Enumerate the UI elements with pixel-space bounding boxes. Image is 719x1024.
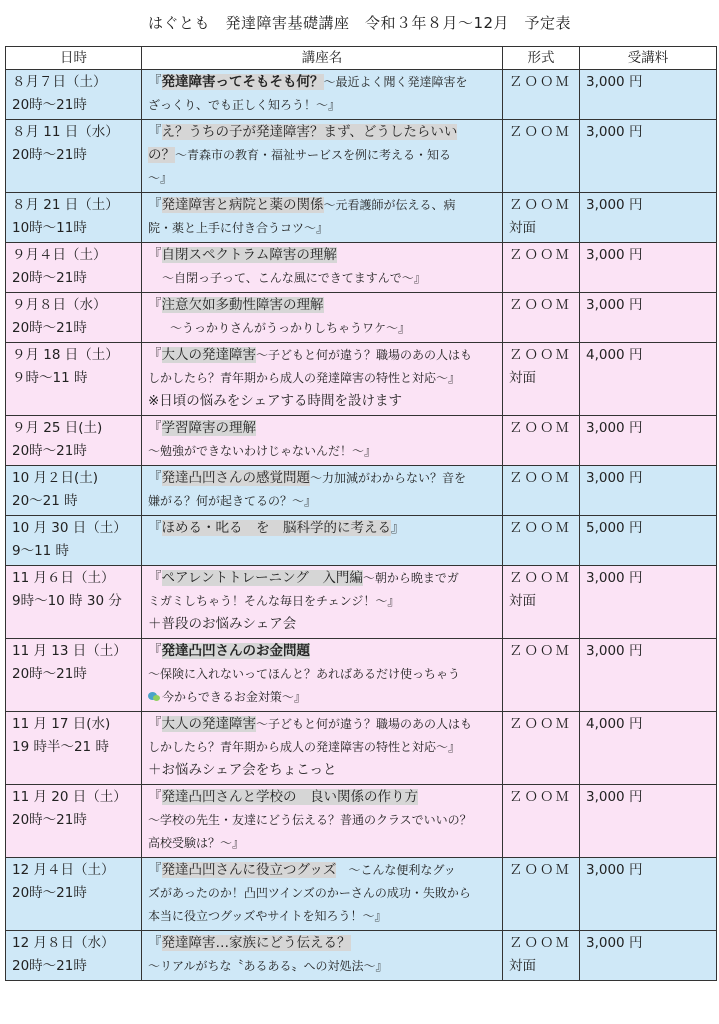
format-value: ＺＯＯＭ bbox=[509, 247, 571, 263]
course-title: 発達障害ってそもそも何？ bbox=[161, 74, 324, 90]
format-value: 対面 bbox=[509, 958, 536, 974]
fee-cell: 3,000 円 bbox=[580, 785, 717, 858]
course-title: 発達障害と病院と薬の関係 bbox=[161, 197, 324, 213]
format-cell bbox=[503, 931, 580, 981]
format-cell bbox=[503, 516, 580, 566]
course-cell bbox=[142, 566, 503, 639]
format-cell bbox=[503, 120, 580, 193]
course-text: 〜こんな便利なグッ bbox=[336, 863, 456, 877]
table-row bbox=[6, 343, 717, 416]
format-value: ＺＯＯＭ bbox=[509, 347, 571, 363]
course-cell bbox=[142, 931, 503, 981]
course-text: 〜学校の先生・友達にどう伝える？普通のクラスでいいの？ bbox=[148, 813, 472, 827]
format-value: 対面 bbox=[509, 220, 536, 236]
course-text: 『 bbox=[148, 716, 162, 732]
course-text: 嫌がる？何が起きてるの？〜』 bbox=[148, 494, 317, 508]
course-title: 発達凸凹さんと学校の 良い関係の作り方 bbox=[161, 789, 418, 805]
format-value: ＺＯＯＭ bbox=[509, 124, 571, 140]
course-text: しかしたら？青年期から成人の発達障害の特性と対応〜』 bbox=[148, 740, 461, 754]
course-text: 『 bbox=[148, 789, 162, 805]
date-cell bbox=[6, 293, 142, 343]
date-cell bbox=[6, 343, 142, 416]
course-text: ざっくり、でも正しく知ろう！〜』 bbox=[148, 98, 341, 112]
date-day: 12 月８日（水） bbox=[12, 935, 115, 951]
date-cell bbox=[6, 416, 142, 466]
course-text: 〜勉強ができないわけじゃないんだ！〜』 bbox=[148, 444, 377, 458]
course-title: 発達凸凹さんの感覚問題 bbox=[161, 470, 310, 486]
table-row bbox=[6, 70, 717, 120]
fee-cell: 4,000 円 bbox=[580, 712, 717, 785]
course-text: 『 bbox=[148, 197, 162, 213]
date-time: 10時〜11時 bbox=[12, 220, 87, 236]
course-text: 〜力加減がわからない？音を bbox=[310, 471, 467, 485]
format-value: ＺＯＯＭ bbox=[509, 420, 571, 436]
format-cell bbox=[503, 566, 580, 639]
date-cell bbox=[6, 639, 142, 712]
table-row bbox=[6, 858, 717, 931]
date-time: 9時〜10 時 30 分 bbox=[12, 593, 122, 609]
page-title: はぐとも 発達障害基礎講座 令和３年８月〜12月 予定表 bbox=[147, 14, 572, 32]
course-cell bbox=[142, 70, 503, 120]
format-cell bbox=[503, 343, 580, 416]
table-row bbox=[6, 466, 717, 516]
date-cell bbox=[6, 243, 142, 293]
course-text: 『 bbox=[148, 124, 162, 140]
format-cell bbox=[503, 858, 580, 931]
course-text: 院・薬と上手に付き合うコツ〜』 bbox=[148, 221, 329, 235]
course-text: 『 bbox=[148, 470, 162, 486]
header-course: 講座名 bbox=[142, 47, 503, 70]
course-text: 〜子どもと何が違う？職場のあの人はも bbox=[256, 348, 473, 362]
course-cell bbox=[142, 243, 503, 293]
fee-cell: 3,000 円 bbox=[580, 293, 717, 343]
course-title: 注意欠如多動性障害の理解 bbox=[161, 297, 324, 313]
table-row bbox=[6, 785, 717, 858]
format-value: 対面 bbox=[509, 593, 536, 609]
date-day: 12 月４日（土） bbox=[12, 862, 115, 878]
course-text: 『 bbox=[148, 297, 162, 313]
table-row bbox=[6, 416, 717, 466]
course-text: 〜最近よく聞く発達障害を bbox=[323, 75, 468, 89]
format-value: ＺＯＯＭ bbox=[509, 935, 571, 951]
date-day: 10 月２日(土) bbox=[12, 470, 99, 486]
course-text: 〜うっかりさんがうっかりしちゃうワケ〜』 bbox=[170, 321, 411, 335]
course-text: しかしたら？青年期から成人の発達障害の特性と対応〜』 bbox=[148, 371, 461, 385]
date-cell bbox=[6, 516, 142, 566]
format-value: ＺＯＯＭ bbox=[509, 520, 571, 536]
table-row bbox=[6, 193, 717, 243]
table-row bbox=[6, 566, 717, 639]
date-time: 19 時半〜21 時 bbox=[12, 739, 109, 755]
format-value: ＺＯＯＭ bbox=[509, 862, 571, 878]
date-day: ９月 18 日（土） bbox=[12, 347, 119, 363]
fee-cell: 3,000 円 bbox=[580, 120, 717, 193]
fee-cell: 5,000 円 bbox=[580, 516, 717, 566]
date-day: ８月 11 日（水） bbox=[12, 124, 119, 140]
table-row bbox=[6, 120, 717, 193]
course-title: 大人の発達障害 bbox=[161, 347, 256, 363]
course-text: 今からできるお金対策〜』 bbox=[162, 690, 306, 704]
course-title: 大人の発達障害 bbox=[161, 716, 256, 732]
format-value: ＺＯＯＭ bbox=[509, 716, 571, 732]
format-value: ＺＯＯＭ bbox=[509, 74, 571, 90]
date-day: 11 月 20 日（土） bbox=[12, 789, 127, 805]
course-text: 〜子どもと何が違う？職場のあの人はも bbox=[256, 717, 473, 731]
course-title: 発達凸凹さんに役立つグッズ bbox=[161, 862, 337, 878]
date-cell bbox=[6, 120, 142, 193]
format-value: ＺＯＯＭ bbox=[509, 570, 571, 586]
date-time: 20時〜21時 bbox=[12, 97, 87, 113]
fee-cell: 3,000 円 bbox=[580, 931, 717, 981]
schedule-body bbox=[6, 70, 717, 981]
course-text: 〜保険に入れないってほんと？あればあるだけ使っちゃう bbox=[148, 667, 461, 681]
course-text: 本当に役立つグッズやサイトを知ろう！〜』 bbox=[148, 909, 387, 923]
course-cell bbox=[142, 516, 503, 566]
header-date: 日時 bbox=[6, 47, 142, 70]
course-text: ＋お悩みシェア会をちょこっと bbox=[148, 762, 337, 778]
fee-cell: 3,000 円 bbox=[580, 70, 717, 120]
coins-icon bbox=[148, 692, 160, 702]
header-format: 形式 bbox=[503, 47, 580, 70]
course-title: 学習障害の理解 bbox=[161, 420, 256, 436]
course-text: 〜リアルがちな〝あるある〟への対処法〜』 bbox=[148, 959, 388, 973]
date-cell bbox=[6, 858, 142, 931]
date-cell bbox=[6, 931, 142, 981]
course-text: ミガミしちゃう！そんな毎日をチェンジ！〜』 bbox=[148, 594, 400, 608]
fee-cell: 3,000 円 bbox=[580, 858, 717, 931]
course-text: ＋普段のお悩みシェア会 bbox=[148, 616, 297, 632]
course-cell bbox=[142, 466, 503, 516]
date-cell bbox=[6, 70, 142, 120]
date-day: 11 月 13 日（土） bbox=[12, 643, 127, 659]
date-cell bbox=[6, 466, 142, 516]
course-text: 〜青森市の教育・福祉サービスを例に考える・知る bbox=[175, 148, 452, 162]
course-cell bbox=[142, 416, 503, 466]
course-cell bbox=[142, 858, 503, 931]
format-value: ＺＯＯＭ bbox=[509, 297, 571, 313]
course-text: ※日頃の悩みをシェアする時間を設けます bbox=[148, 393, 403, 409]
date-time: 20時〜21時 bbox=[12, 812, 87, 828]
course-cell bbox=[142, 639, 503, 712]
date-day: ９月８日（水） bbox=[12, 297, 107, 313]
date-cell bbox=[6, 712, 142, 785]
date-day: 11 月 17 日(水) bbox=[12, 716, 111, 732]
course-text: 『 bbox=[148, 935, 162, 951]
format-value: 対面 bbox=[509, 370, 536, 386]
format-cell bbox=[503, 293, 580, 343]
course-text: 高校受験は？〜』 bbox=[148, 836, 245, 850]
course-text: 『 bbox=[148, 420, 162, 436]
format-cell bbox=[503, 466, 580, 516]
format-value: ＺＯＯＭ bbox=[509, 789, 571, 805]
table-row bbox=[6, 712, 717, 785]
course-text: 『 bbox=[148, 643, 162, 659]
fee-cell: 3,000 円 bbox=[580, 466, 717, 516]
fee-cell: 3,000 円 bbox=[580, 193, 717, 243]
date-day: 11 月６日（土） bbox=[12, 570, 115, 586]
format-value: ＺＯＯＭ bbox=[509, 470, 571, 486]
format-cell bbox=[503, 193, 580, 243]
course-cell bbox=[142, 343, 503, 416]
date-time: 9〜11 時 bbox=[12, 543, 70, 559]
date-day: ８月７日（土） bbox=[12, 74, 107, 90]
table-row bbox=[6, 931, 717, 981]
format-cell bbox=[503, 785, 580, 858]
format-cell bbox=[503, 243, 580, 293]
course-text: 『 bbox=[148, 520, 162, 536]
format-cell bbox=[503, 70, 580, 120]
course-title: 自閉スペクトラム障害の理解 bbox=[161, 247, 337, 263]
course-title: ほめる・叱る を 脳科学的に考える bbox=[161, 520, 391, 536]
date-time: 20時〜21時 bbox=[12, 320, 87, 336]
fee-cell: 3,000 円 bbox=[580, 639, 717, 712]
date-time: ９時〜11 時 bbox=[12, 370, 88, 386]
table-row bbox=[6, 243, 717, 293]
course-text: 『 bbox=[148, 347, 162, 363]
format-cell bbox=[503, 712, 580, 785]
course-cell bbox=[142, 712, 503, 785]
format-cell bbox=[503, 639, 580, 712]
date-time: 20時〜21時 bbox=[12, 666, 87, 682]
course-title: 発達凸凹さんのお金問題 bbox=[161, 643, 310, 659]
course-text: 『 bbox=[148, 247, 162, 263]
course-text: 〜元看護師が伝える、病 bbox=[323, 198, 456, 212]
format-cell bbox=[503, 416, 580, 466]
schedule-table bbox=[5, 46, 717, 981]
date-time: 20時〜21時 bbox=[12, 147, 87, 163]
fee-cell: 3,000 円 bbox=[580, 566, 717, 639]
fee-cell: 4,000 円 bbox=[580, 343, 717, 416]
course-text: 『 bbox=[148, 74, 162, 90]
course-title: 発達障害…家族にどう伝える？ bbox=[161, 935, 351, 951]
course-cell bbox=[142, 785, 503, 858]
date-day: ９月４日（土） bbox=[12, 247, 107, 263]
table-row bbox=[6, 516, 717, 566]
fee-cell: 3,000 円 bbox=[580, 243, 717, 293]
course-text: 〜朝から晩までガ bbox=[362, 571, 459, 585]
date-day: ９月 25 日(土) bbox=[12, 420, 103, 436]
date-cell bbox=[6, 193, 142, 243]
course-cell bbox=[142, 293, 503, 343]
table-row bbox=[6, 293, 717, 343]
table-row bbox=[6, 639, 717, 712]
date-cell bbox=[6, 566, 142, 639]
date-time: 20時〜21時 bbox=[12, 270, 87, 286]
date-cell bbox=[6, 785, 142, 858]
course-text: 』 bbox=[391, 520, 405, 536]
date-time: 20時〜21時 bbox=[12, 443, 87, 459]
date-day: 10 月 30 日（土） bbox=[12, 520, 127, 536]
course-text: 『 bbox=[148, 570, 162, 586]
header-fee: 受講料 bbox=[580, 47, 717, 70]
date-time: 20時〜21時 bbox=[12, 885, 87, 901]
course-title: え？うちの子が発達障害？まず、どうしたらいい bbox=[161, 124, 458, 140]
date-time: 20時〜21時 bbox=[12, 958, 87, 974]
course-text: 〜』 bbox=[148, 171, 173, 185]
course-text: 『 bbox=[148, 862, 162, 878]
course-cell bbox=[142, 120, 503, 193]
format-value: ＺＯＯＭ bbox=[509, 197, 571, 213]
course-text: 〜自閉っ子って、こんな風にできてますんで〜』 bbox=[162, 271, 426, 285]
fee-cell: 3,000 円 bbox=[580, 416, 717, 466]
date-time: 20〜21 時 bbox=[12, 493, 78, 509]
format-value: ＺＯＯＭ bbox=[509, 643, 571, 659]
header-row bbox=[6, 47, 717, 70]
course-text: ズがあったのか！凸凹ツインズのかーさんの成功・失敗から bbox=[148, 886, 471, 900]
course-cell bbox=[142, 193, 503, 243]
date-day: ８月 21 日（土） bbox=[12, 197, 119, 213]
course-title: ペアレントトレーニング 入門編 bbox=[161, 570, 363, 586]
course-title: の？ bbox=[148, 147, 175, 163]
